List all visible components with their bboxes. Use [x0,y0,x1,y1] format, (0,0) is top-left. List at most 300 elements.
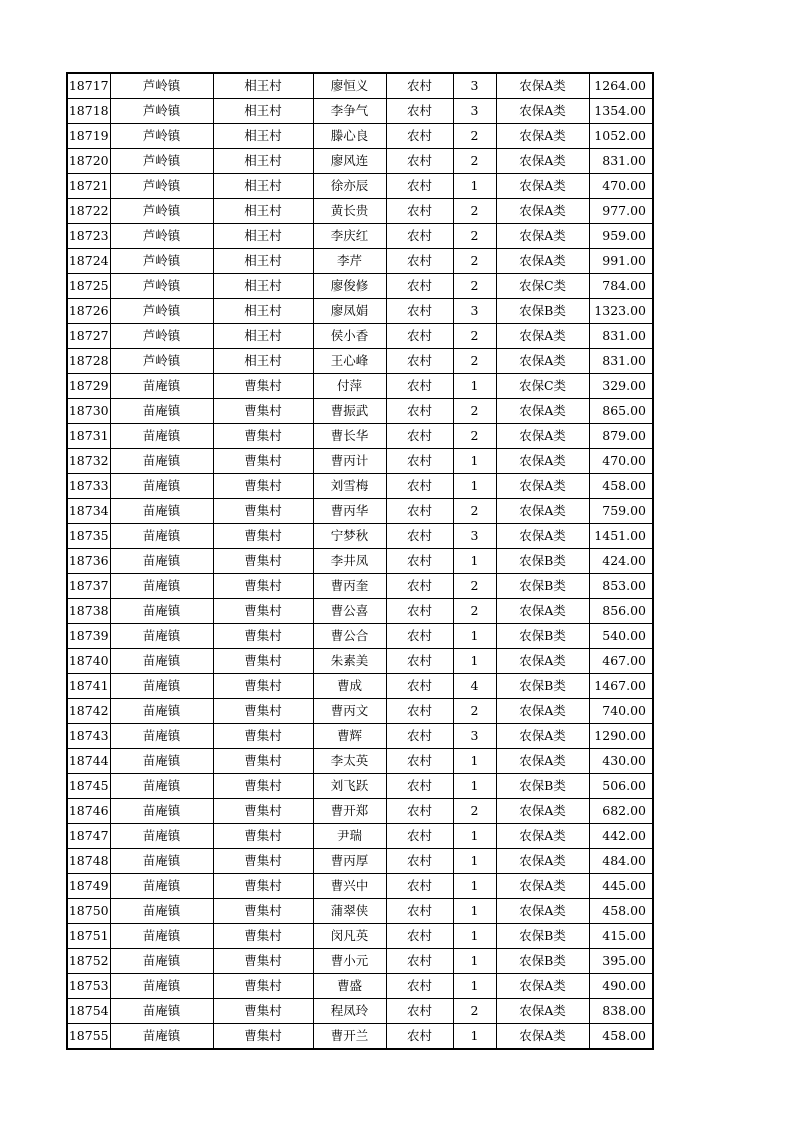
insurance-category-cell: 农保A类 [496,1024,589,1050]
town-cell: 芦岭镇 [110,324,213,349]
town-cell: 苗庵镇 [110,574,213,599]
record-id-cell: 18733 [67,474,110,499]
village-cell: 曹集村 [213,674,313,699]
insurance-category-cell: 农保A类 [496,324,589,349]
name-cell: 曹丙计 [313,449,386,474]
amount-cell: 470.00 [589,449,653,474]
town-cell: 苗庵镇 [110,949,213,974]
record-id-cell: 18734 [67,499,110,524]
insurance-category-cell: 农保C类 [496,374,589,399]
town-cell: 苗庵镇 [110,924,213,949]
table-row [67,499,653,524]
record-id-cell: 18721 [67,174,110,199]
village-cell: 曹集村 [213,424,313,449]
insurance-category-cell: 农保B类 [496,949,589,974]
household-count-cell: 3 [453,299,496,324]
name-cell: 李太英 [313,749,386,774]
amount-cell: 879.00 [589,424,653,449]
household-count-cell: 1 [453,549,496,574]
record-id-cell: 18738 [67,599,110,624]
name-cell: 侯小香 [313,324,386,349]
table-row [67,174,653,199]
area-type-cell: 农村 [386,649,453,674]
name-cell: 程凤玲 [313,999,386,1024]
record-id-cell: 18751 [67,924,110,949]
town-cell: 苗庵镇 [110,674,213,699]
area-type-cell: 农村 [386,73,453,99]
insurance-category-cell: 农保A类 [496,799,589,824]
household-count-cell: 1 [453,174,496,199]
amount-cell: 424.00 [589,549,653,574]
village-cell: 曹集村 [213,799,313,824]
town-cell: 芦岭镇 [110,249,213,274]
amount-cell: 838.00 [589,999,653,1024]
amount-cell: 470.00 [589,174,653,199]
amount-cell: 831.00 [589,349,653,374]
table-row [67,474,653,499]
household-count-cell: 1 [453,824,496,849]
village-cell: 相王村 [213,274,313,299]
record-id-cell: 18746 [67,799,110,824]
town-cell: 芦岭镇 [110,149,213,174]
area-type-cell: 农村 [386,624,453,649]
area-type-cell: 农村 [386,324,453,349]
name-cell: 刘雪梅 [313,474,386,499]
insurance-category-cell: 农保C类 [496,274,589,299]
name-cell: 廖俊修 [313,274,386,299]
data-table [66,72,654,1050]
insurance-category-cell: 农保B类 [496,674,589,699]
village-cell: 曹集村 [213,624,313,649]
record-id-cell: 18729 [67,374,110,399]
area-type-cell: 农村 [386,574,453,599]
village-cell: 相王村 [213,124,313,149]
insurance-category-cell: 农保A类 [496,73,589,99]
household-count-cell: 2 [453,249,496,274]
town-cell: 芦岭镇 [110,224,213,249]
household-count-cell: 3 [453,99,496,124]
household-count-cell: 1 [453,749,496,774]
table-row [67,924,653,949]
village-cell: 曹集村 [213,574,313,599]
table-row [67,124,653,149]
name-cell: 曹开兰 [313,1024,386,1050]
area-type-cell: 农村 [386,849,453,874]
record-id-cell: 18740 [67,649,110,674]
area-type-cell: 农村 [386,399,453,424]
name-cell: 宁梦秋 [313,524,386,549]
area-type-cell: 农村 [386,499,453,524]
name-cell: 曹振武 [313,399,386,424]
village-cell: 曹集村 [213,599,313,624]
village-cell: 曹集村 [213,524,313,549]
area-type-cell: 农村 [386,724,453,749]
area-type-cell: 农村 [386,974,453,999]
town-cell: 苗庵镇 [110,524,213,549]
table-row [67,1024,653,1050]
village-cell: 相王村 [213,73,313,99]
household-count-cell: 2 [453,699,496,724]
table-row [67,774,653,799]
village-cell: 曹集村 [213,724,313,749]
insurance-category-cell: 农保A类 [496,224,589,249]
insurance-category-cell: 农保A类 [496,999,589,1024]
amount-cell: 415.00 [589,924,653,949]
insurance-category-cell: 农保B类 [496,549,589,574]
record-id-cell: 18743 [67,724,110,749]
area-type-cell: 农村 [386,149,453,174]
town-cell: 芦岭镇 [110,73,213,99]
insurance-category-cell: 农保B类 [496,299,589,324]
table-row [67,349,653,374]
name-cell: 曹成 [313,674,386,699]
household-count-cell: 2 [453,599,496,624]
area-type-cell: 农村 [386,749,453,774]
record-id-cell: 18735 [67,524,110,549]
name-cell: 闵凡英 [313,924,386,949]
town-cell: 苗庵镇 [110,624,213,649]
table-row [67,199,653,224]
village-cell: 曹集村 [213,899,313,924]
table-row [67,549,653,574]
name-cell: 朱素美 [313,649,386,674]
name-cell: 刘飞跃 [313,774,386,799]
town-cell: 苗庵镇 [110,599,213,624]
record-id-cell: 18741 [67,674,110,699]
insurance-category-cell: 农保A类 [496,449,589,474]
amount-cell: 740.00 [589,699,653,724]
insurance-category-cell: 农保B类 [496,624,589,649]
table-row [67,224,653,249]
village-cell: 曹集村 [213,949,313,974]
amount-cell: 1323.00 [589,299,653,324]
area-type-cell: 农村 [386,799,453,824]
village-cell: 曹集村 [213,1024,313,1050]
town-cell: 苗庵镇 [110,849,213,874]
area-type-cell: 农村 [386,424,453,449]
table-row [67,724,653,749]
town-cell: 苗庵镇 [110,799,213,824]
amount-cell: 458.00 [589,474,653,499]
household-count-cell: 2 [453,424,496,449]
name-cell: 尹瑞 [313,824,386,849]
area-type-cell: 农村 [386,549,453,574]
household-count-cell: 1 [453,849,496,874]
village-cell: 曹集村 [213,774,313,799]
area-type-cell: 农村 [386,1024,453,1050]
name-cell: 曹辉 [313,724,386,749]
town-cell: 苗庵镇 [110,474,213,499]
record-id-cell: 18732 [67,449,110,474]
village-cell: 曹集村 [213,924,313,949]
amount-cell: 1354.00 [589,99,653,124]
record-id-cell: 18727 [67,324,110,349]
name-cell: 曹盛 [313,974,386,999]
town-cell: 苗庵镇 [110,699,213,724]
insurance-category-cell: 农保A类 [496,249,589,274]
household-count-cell: 1 [453,1024,496,1050]
town-cell: 苗庵镇 [110,424,213,449]
area-type-cell: 农村 [386,774,453,799]
household-count-cell: 1 [453,974,496,999]
town-cell: 苗庵镇 [110,974,213,999]
insurance-category-cell: 农保A类 [496,599,589,624]
amount-cell: 395.00 [589,949,653,974]
record-id-cell: 18747 [67,824,110,849]
amount-cell: 445.00 [589,874,653,899]
insurance-category-cell: 农保A类 [496,874,589,899]
table-row [67,524,653,549]
insurance-category-cell: 农保B类 [496,774,589,799]
record-id-cell: 18737 [67,574,110,599]
amount-cell: 1052.00 [589,124,653,149]
town-cell: 芦岭镇 [110,124,213,149]
town-cell: 苗庵镇 [110,874,213,899]
amount-cell: 430.00 [589,749,653,774]
area-type-cell: 农村 [386,824,453,849]
household-count-cell: 2 [453,499,496,524]
household-count-cell: 2 [453,799,496,824]
name-cell: 蒲翠侠 [313,899,386,924]
town-cell: 苗庵镇 [110,549,213,574]
insurance-category-cell: 农保A类 [496,974,589,999]
village-cell: 曹集村 [213,399,313,424]
town-cell: 苗庵镇 [110,499,213,524]
area-type-cell: 农村 [386,124,453,149]
record-id-cell: 18742 [67,699,110,724]
name-cell: 曹丙华 [313,499,386,524]
name-cell: 李争气 [313,99,386,124]
record-id-cell: 18718 [67,99,110,124]
village-cell: 曹集村 [213,824,313,849]
amount-cell: 484.00 [589,849,653,874]
amount-cell: 467.00 [589,649,653,674]
amount-cell: 853.00 [589,574,653,599]
household-count-cell: 3 [453,724,496,749]
town-cell: 苗庵镇 [110,749,213,774]
insurance-category-cell: 农保A类 [496,124,589,149]
record-id-cell: 18726 [67,299,110,324]
area-type-cell: 农村 [386,449,453,474]
insurance-category-cell: 农保A类 [496,849,589,874]
record-id-cell: 18755 [67,1024,110,1050]
area-type-cell: 农村 [386,474,453,499]
table-row [67,574,653,599]
table-body [67,73,653,1049]
household-count-cell: 1 [453,449,496,474]
town-cell: 苗庵镇 [110,374,213,399]
insurance-category-cell: 农保A类 [496,649,589,674]
area-type-cell: 农村 [386,349,453,374]
record-id-cell: 18753 [67,974,110,999]
table-row [67,424,653,449]
record-id-cell: 18730 [67,399,110,424]
table-row [67,974,653,999]
town-cell: 苗庵镇 [110,724,213,749]
amount-cell: 977.00 [589,199,653,224]
name-cell: 曹兴中 [313,874,386,899]
table-row [67,149,653,174]
amount-cell: 959.00 [589,224,653,249]
amount-cell: 831.00 [589,324,653,349]
table-row [67,449,653,474]
town-cell: 芦岭镇 [110,299,213,324]
name-cell: 曹丙奎 [313,574,386,599]
town-cell: 苗庵镇 [110,999,213,1024]
insurance-category-cell: 农保A类 [496,824,589,849]
amount-cell: 506.00 [589,774,653,799]
village-cell: 曹集村 [213,974,313,999]
table-row [67,874,653,899]
table-row [67,849,653,874]
record-id-cell: 18731 [67,424,110,449]
town-cell: 芦岭镇 [110,349,213,374]
household-count-cell: 1 [453,899,496,924]
insurance-category-cell: 农保A类 [496,524,589,549]
amount-cell: 442.00 [589,824,653,849]
village-cell: 相王村 [213,249,313,274]
area-type-cell: 农村 [386,999,453,1024]
household-count-cell: 1 [453,624,496,649]
insurance-category-cell: 农保A类 [496,749,589,774]
table-row [67,949,653,974]
name-cell: 曹公喜 [313,599,386,624]
town-cell: 苗庵镇 [110,774,213,799]
area-type-cell: 农村 [386,524,453,549]
household-count-cell: 2 [453,999,496,1024]
town-cell: 芦岭镇 [110,99,213,124]
village-cell: 曹集村 [213,849,313,874]
record-id-cell: 18744 [67,749,110,774]
record-id-cell: 18723 [67,224,110,249]
household-count-cell: 1 [453,474,496,499]
town-cell: 苗庵镇 [110,824,213,849]
insurance-category-cell: 农保B类 [496,574,589,599]
table-row [67,249,653,274]
record-id-cell: 18752 [67,949,110,974]
name-cell: 徐亦辰 [313,174,386,199]
village-cell: 曹集村 [213,649,313,674]
household-count-cell: 2 [453,274,496,299]
amount-cell: 759.00 [589,499,653,524]
name-cell: 曹开郑 [313,799,386,824]
table-row [67,99,653,124]
table-row [67,799,653,824]
insurance-category-cell: 农保B类 [496,924,589,949]
village-cell: 曹集村 [213,499,313,524]
household-count-cell: 1 [453,374,496,399]
area-type-cell: 农村 [386,249,453,274]
name-cell: 王心峰 [313,349,386,374]
name-cell: 滕心良 [313,124,386,149]
village-cell: 相王村 [213,349,313,374]
household-count-cell: 1 [453,649,496,674]
insurance-category-cell: 农保A类 [496,699,589,724]
insurance-category-cell: 农保A类 [496,899,589,924]
village-cell: 曹集村 [213,549,313,574]
record-id-cell: 18749 [67,874,110,899]
village-cell: 曹集村 [213,374,313,399]
amount-cell: 490.00 [589,974,653,999]
name-cell: 廖凤娟 [313,299,386,324]
area-type-cell: 农村 [386,899,453,924]
amount-cell: 784.00 [589,274,653,299]
record-id-cell: 18754 [67,999,110,1024]
amount-cell: 1451.00 [589,524,653,549]
village-cell: 相王村 [213,99,313,124]
record-id-cell: 18728 [67,349,110,374]
village-cell: 相王村 [213,299,313,324]
record-id-cell: 18717 [67,73,110,99]
table-row [67,324,653,349]
record-id-cell: 18745 [67,774,110,799]
household-count-cell: 2 [453,399,496,424]
area-type-cell: 农村 [386,274,453,299]
record-id-cell: 18719 [67,124,110,149]
area-type-cell: 农村 [386,99,453,124]
household-count-cell: 2 [453,199,496,224]
village-cell: 相王村 [213,149,313,174]
table-row [67,824,653,849]
area-type-cell: 农村 [386,174,453,199]
name-cell: 廖风连 [313,149,386,174]
village-cell: 相王村 [213,224,313,249]
town-cell: 苗庵镇 [110,649,213,674]
table-row [67,299,653,324]
amount-cell: 831.00 [589,149,653,174]
town-cell: 苗庵镇 [110,899,213,924]
name-cell: 曹小元 [313,949,386,974]
household-count-cell: 3 [453,73,496,99]
town-cell: 芦岭镇 [110,274,213,299]
amount-cell: 540.00 [589,624,653,649]
insurance-category-cell: 农保A类 [496,724,589,749]
amount-cell: 1467.00 [589,674,653,699]
table-row [67,649,653,674]
household-count-cell: 2 [453,224,496,249]
town-cell: 苗庵镇 [110,449,213,474]
name-cell: 廖恒义 [313,73,386,99]
record-id-cell: 18750 [67,899,110,924]
area-type-cell: 农村 [386,224,453,249]
name-cell: 付萍 [313,374,386,399]
amount-cell: 329.00 [589,374,653,399]
town-cell: 芦岭镇 [110,199,213,224]
village-cell: 曹集村 [213,999,313,1024]
amount-cell: 991.00 [589,249,653,274]
amount-cell: 458.00 [589,1024,653,1050]
household-count-cell: 2 [453,349,496,374]
household-count-cell: 4 [453,674,496,699]
name-cell: 曹公合 [313,624,386,649]
table-row [67,899,653,924]
name-cell: 黄长贵 [313,199,386,224]
record-id-cell: 18739 [67,624,110,649]
amount-cell: 856.00 [589,599,653,624]
area-type-cell: 农村 [386,299,453,324]
village-cell: 相王村 [213,174,313,199]
village-cell: 曹集村 [213,699,313,724]
record-id-cell: 18722 [67,199,110,224]
name-cell: 李芹 [313,249,386,274]
household-count-cell: 2 [453,124,496,149]
name-cell: 李井凤 [313,549,386,574]
insurance-category-cell: 农保A类 [496,474,589,499]
household-count-cell: 1 [453,924,496,949]
table-row [67,999,653,1024]
household-count-cell: 1 [453,949,496,974]
name-cell: 曹丙文 [313,699,386,724]
